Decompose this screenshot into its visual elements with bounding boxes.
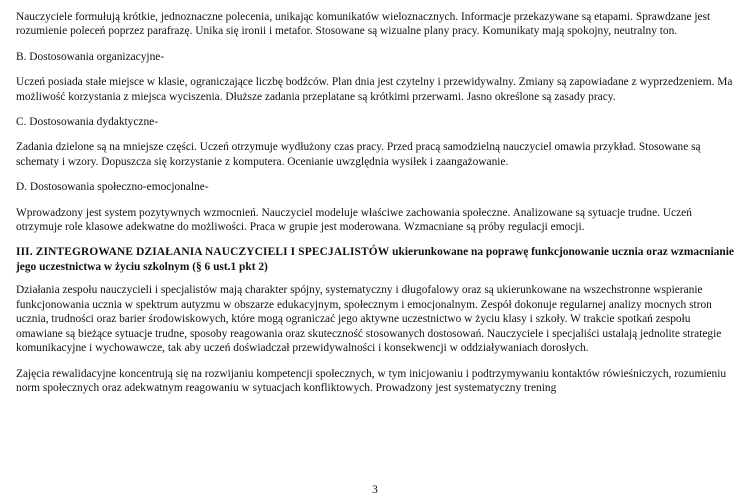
paragraph-organizational: Uczeń posiada stałe miejsce w klasie, ograniczające liczbę bodźców. Plan dnia jest czytelny i przewidywalny. Zmiany są zapowiadane z wyprzedzeniem. Ma możliwość korzystania z miejsca wyciszenia. Dłuższe zadania przeplatane są krótkimi przerwami. Jasno określone są zasady pracy. [16, 76, 733, 103]
heading-didactic-adjustments: C. Dostosowania dydaktyczne- [16, 116, 159, 129]
paragraph-communication: Nauczyciele formułują krótkie, jednoznaczne polecenia, unikając komunikatów wieloznacznych. Informacje przekazywane są etapami. Sprawdzane jest rozumienie poleceń poprzez parafrazę. Unika się ironii i metafor. Stosowane są wizualne plany pracy. Komunikaty mają spokojny, neutralny ton. [16, 11, 711, 38]
paragraph-didactic: Zadania dzielone są na mniejsze części. Uczeń otrzymuje wydłużony czas pracy. Przed pracą samodzielną nauczyciel omawia przykład. Stosowane są schematy i wzory. Dopuszcza się korzystanie z komputera. Ocenianie uwzględnia wysiłek i zaangażowanie. [16, 141, 701, 168]
section-title-caps: III. ZINTEGROWANE DZIAŁANIA NAUCZYCIELI I SPECJALISTÓW [16, 246, 390, 259]
document-page [16, 10, 738, 406]
section-title-rest: ukierunkowane na poprawę funkcjonowanie ucznia oraz wzmacnianie jego uczestnictwa w życiu szkolnym (§ 6 ust.1 pkt 2) [16, 246, 734, 274]
heading-organizational-adjustments: B. Dostosowania organizacyjne- [16, 50, 165, 63]
heading-socio-emotional-adjustments: D. Dostosowania społeczno-emocjonalne- [16, 181, 209, 194]
section-title-integrated-actions [16, 245, 738, 275]
paragraph-revalidation: Zajęcia rewalidacyjne koncentrują się na rozwijaniu kompetencji społecznych, w tym inicjowaniu i podtrzymywaniu kontaktów rówieśniczych, rozumieniu norm społecznych oraz adekwatnym reagowaniu w sytuacjach konfliktowych. Prowadzony jest systematyczny trening [16, 367, 727, 394]
page-number: 3 [372, 484, 378, 496]
paragraph-team-actions: Działania zespołu nauczycieli i specjalistów mają charakter spójny, systematyczny i długofalowy oraz są ukierunkowane na wszechstronne wspieranie funkcjonowania ucznia w spektrum autyzmu w obszarze edukacyjnym, społecznym i emocjonalnym. Zespół dokonuje regularnej analizy mocnych stron ucznia, trudności oraz barier środowiskowych, które mogą ograniczać jego aktywne uczestnictwo w życiu klasy i szkoły. W trakcie spotkań zespołu omawiane są bieżące sytuacje trudne, sposoby reagowania oraz skuteczność stosowanych dostosowań. Nauczyciele i specjaliści ustalają jednolite strategie komunikacyjne i wychowawcze, tak aby uczeń doświadczał przewidywalności i konsekwencji w oddziaływaniach dorosłych. [16, 284, 722, 355]
paragraph-socio-emotional: Wprowadzony jest system pozytywnych wzmocnień. Nauczyciel modeluje właściwe zachowania społeczne. Analizowane są sytuacje trudne. Uczeń otrzymuje role klasowe adekwatne do możliwości. Praca w grupie jest moderowana. Wzmacniane są próby regulacji emocji. [16, 206, 692, 234]
